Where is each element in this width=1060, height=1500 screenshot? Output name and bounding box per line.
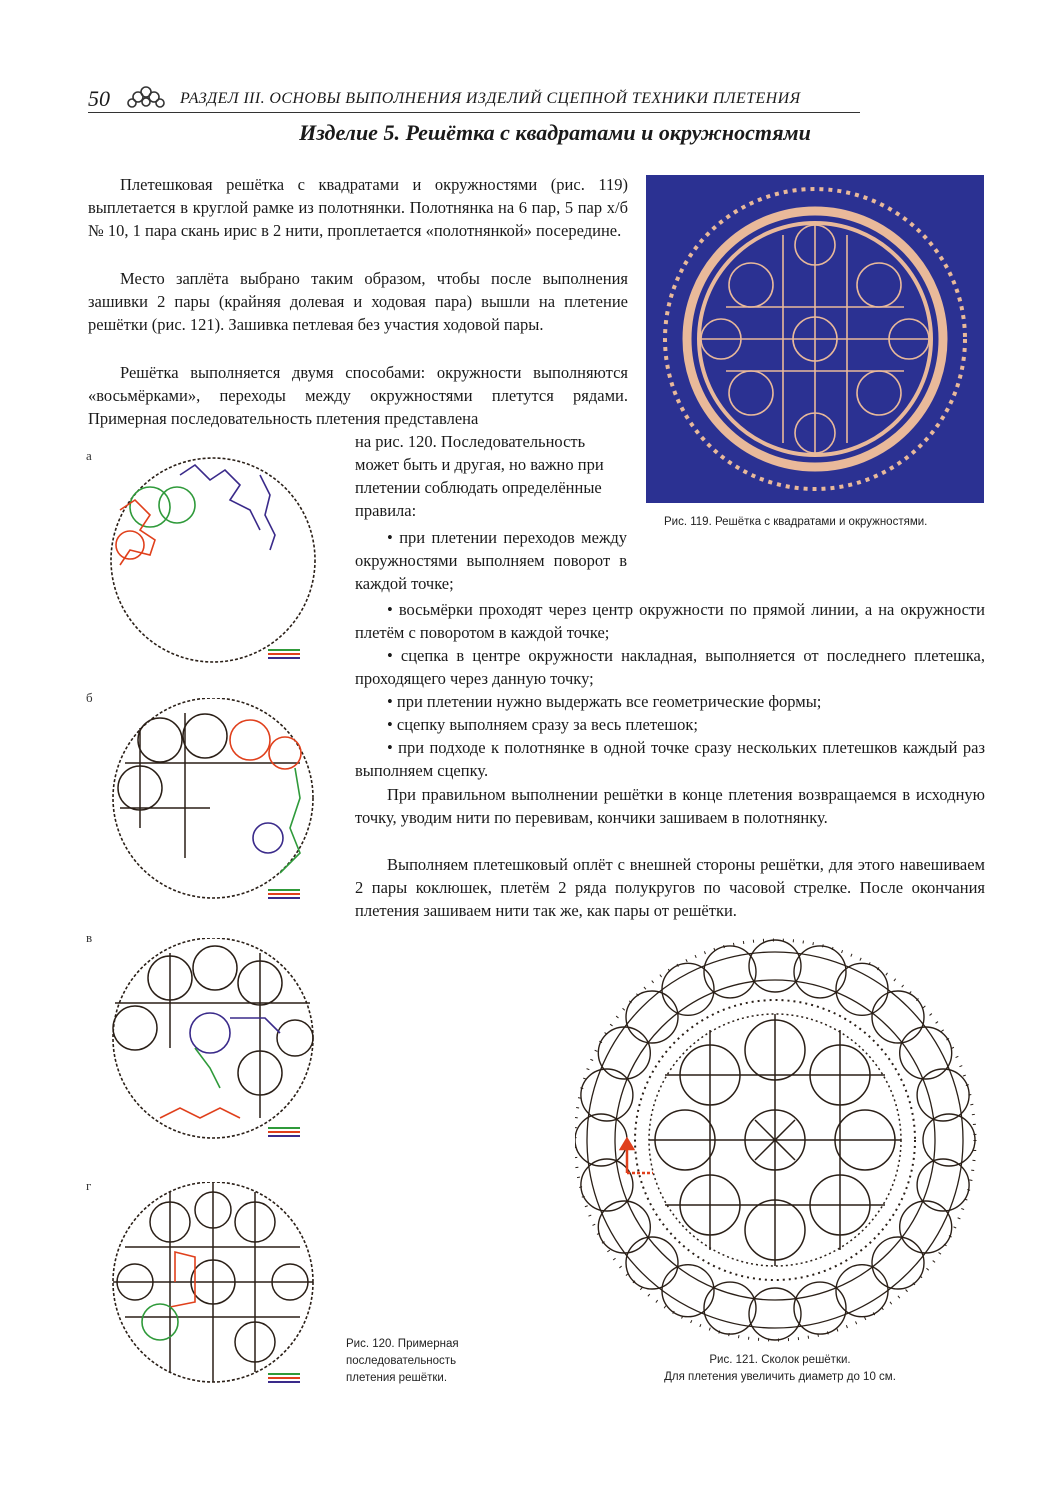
diagram-a	[100, 455, 330, 675]
page-title: Изделие 5. Решётка с квадратами и окружностями	[299, 120, 811, 145]
diagram-v	[100, 938, 330, 1148]
scallop-arc	[794, 946, 846, 998]
label-g: г	[86, 1178, 92, 1193]
diagram-g	[100, 1182, 330, 1392]
scallop-arc	[900, 1027, 952, 1079]
scallop-arc	[581, 1159, 633, 1211]
scallop-arc	[704, 946, 756, 998]
label-b: б	[86, 690, 93, 705]
paragraph-3a: Решётка выполняется двумя способами: окружности выполняются «восьмёрками», переходы между окружностями плетутся рядами. Примерная последовательность плетения представлена	[88, 363, 628, 428]
scallop-arc	[872, 991, 924, 1043]
scallop-arc	[575, 1114, 627, 1166]
fig120-caption: Рис. 120. Примерная последовательность плетения решётки.	[346, 1338, 459, 1384]
scallop-arc	[662, 963, 714, 1015]
scallop-arc	[749, 1288, 801, 1340]
bullet-6: • при подходе к полотнянке в одной точке сразу нескольких плетешков каждый раз выполняем сцепку.	[355, 738, 985, 780]
bullet-2: • восьмёрки проходят через центр окружности по прямой линии, а на окружности плетём с поворотом в каждой точке;	[355, 600, 985, 642]
flower-ornament-icon	[124, 84, 168, 110]
scallop-arc	[923, 1114, 975, 1166]
label-v: в	[86, 930, 93, 945]
label-a: а	[86, 448, 92, 463]
paragraph-3b: на рис. 120. Последовательность может быть и другая, но важно при плетении соблюдать определённые правила:	[355, 432, 604, 520]
scallop-arc	[581, 1069, 633, 1121]
bullet-3: • сцепка в центре окружности накладная, выполняется от последнего плетешка, проходящего через данную точку;	[355, 646, 985, 688]
scallop-arc	[917, 1159, 969, 1211]
scallop-arc	[626, 991, 678, 1043]
lace-photo	[646, 175, 984, 503]
paragraph-2: Место заплёта выбрано таким образом, чтобы после выполнения зашивки 2 пары (крайняя долевая и ходовая пара) вышли на плетение решётки (рис. 121). Зашивка петлевая без участия ходовой пары.	[88, 269, 628, 334]
paragraph-4: При правильном выполнении решётки в конце плетения возвращаемся в исходную точку, уводим нити по перевивам, кончики зашиваем в полотнянку.	[355, 785, 985, 827]
paragraph-1: Плетешковая решётка с квадратами и окружностями (рис. 119) выплетается в круглой рамке из полотнянки. Полотнянка на 6 пар, 5 пар х/б № 10, 1 пара скань ирис в 2 нити, проплетается «полотнянкой» посередине.	[88, 175, 628, 240]
paragraph-5: Выполняем плетешковый оплёт с внешней стороны решётки, для этого навешиваем 2 пары коклюшек, плетём 2 ряда полукругов по часовой стрелке. После окончания плетения зашиваем нити так же, как пары от решётки.	[355, 855, 985, 920]
scallop-arc	[836, 1265, 888, 1317]
scallop-arc	[704, 1282, 756, 1334]
running-header	[88, 86, 860, 113]
scallop-arc	[836, 963, 888, 1015]
scallop-arc	[872, 1237, 924, 1289]
bullet-1: • при плетении переходов между окружностями выполняем поворот в каждой точке;	[355, 528, 627, 593]
diagram-b	[100, 698, 330, 908]
bullet-4: • при плетении нужно выдержать все геометрические формы;	[387, 692, 822, 711]
scallop-arc	[794, 1282, 846, 1334]
fig119-caption: Рис. 119. Решётка с квадратами и окружностями.	[664, 516, 928, 528]
scallop-arc	[626, 1237, 678, 1289]
scallop-arc	[598, 1201, 650, 1253]
scallop-arc	[662, 1265, 714, 1317]
page-number: 50	[88, 86, 110, 111]
scallop-arc	[598, 1027, 650, 1079]
scallop-arc	[900, 1201, 952, 1253]
scallop-arc	[917, 1069, 969, 1121]
section-title: РАЗДЕЛ III. ОСНОВЫ ВЫПОЛНЕНИЯ ИЗДЕЛИЙ СЦЕПНОЙ ТЕХНИКИ ПЛЕТЕНИЯ	[180, 90, 801, 107]
fig121-caption: Рис. 121. Сколок решётки. Для плетения увеличить диаметр до 10 см.	[664, 1354, 896, 1383]
lace-grid-image	[646, 175, 984, 503]
pricking-diagram	[575, 935, 985, 1345]
scallop-arc	[749, 940, 801, 992]
bullet-5: • сцепку выполняем сразу за весь плетешок;	[387, 715, 698, 734]
